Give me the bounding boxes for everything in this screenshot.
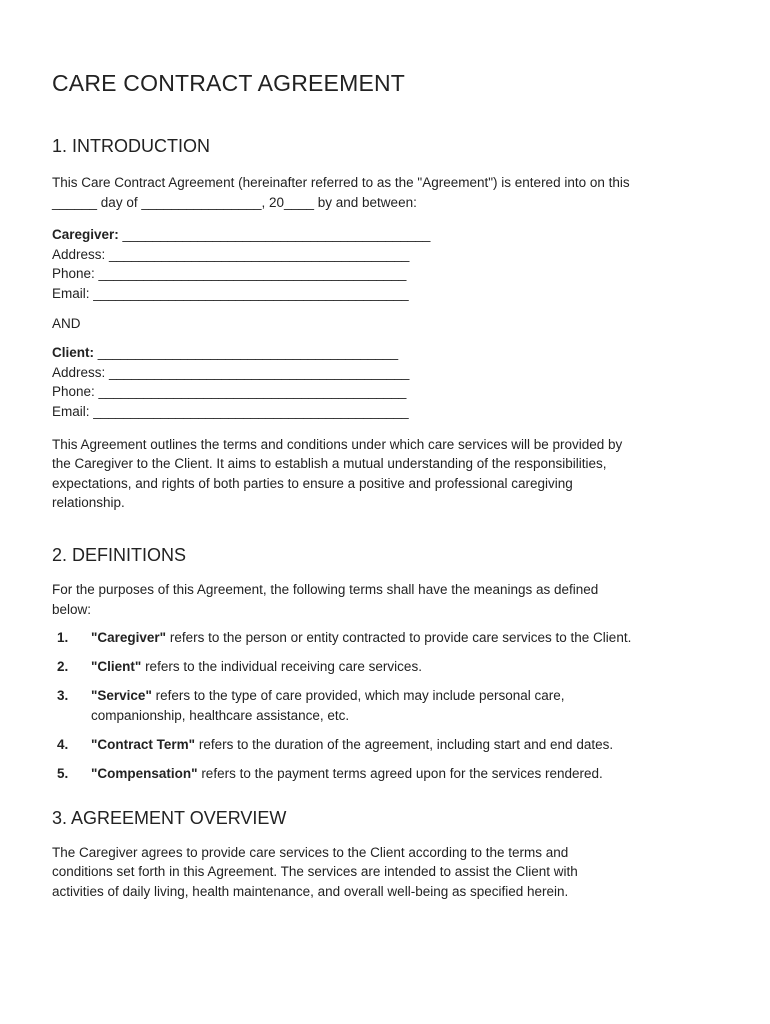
outline-paragraph <box>52 435 718 513</box>
definitions-heading: 2. DEFINITIONS <box>52 544 187 565</box>
definition-term: "Caregiver" <box>91 630 167 646</box>
definition-text: refers to the duration of the agreement, including start and end dates. <box>195 736 614 752</box>
list-item-number: 2. <box>57 659 69 675</box>
definitions-lead <box>52 580 718 619</box>
list-item <box>52 686 718 725</box>
caregiver-blank: _________________________________________ <box>118 227 431 243</box>
outline-line: the Caregiver to the Client. It aims to establish a mutual understanding of the responsibilities, <box>52 456 607 472</box>
definitions-lead-line: For the purposes of this Agreement, the following terms shall have the meanings as defined <box>52 581 599 597</box>
list-item-number: 1. <box>57 630 69 646</box>
definition-text-continued: companionship, healthcare assistance, etc. <box>91 707 350 723</box>
caregiver-block <box>52 225 718 303</box>
and-separator: AND <box>52 315 81 331</box>
introduction-heading: 1. INTRODUCTION <box>52 136 211 156</box>
caregiver-email: Email: __________________________________________ <box>52 285 409 301</box>
overview-line: activities of daily living, health maintenance, and overall well-being as specified herein. <box>52 883 569 899</box>
list-item <box>52 764 718 784</box>
list-item-number: 5. <box>57 766 69 782</box>
list-item <box>52 735 718 755</box>
outline-line: This Agreement outlines the terms and conditions under which care services will be provided by <box>52 436 623 452</box>
definition-text: refers to the individual receiving care services. <box>141 659 422 675</box>
definition-term: "Contract Term" <box>91 736 196 752</box>
definition-term: "Service" <box>91 688 152 704</box>
client-block <box>52 343 718 421</box>
outline-line: relationship. <box>52 495 125 511</box>
list-item <box>52 657 718 677</box>
introduction-paragraph <box>52 173 718 212</box>
definitions-lead-line: below: <box>52 601 92 617</box>
intro-line-2: ______ day of ________________, 20____ by and between: <box>52 194 417 210</box>
list-item-number: 3. <box>57 688 69 704</box>
list-item-number: 4. <box>57 736 69 752</box>
overview-line: The Caregiver agrees to provide care services to the Client according to the terms and <box>52 844 569 860</box>
definition-term: "Client" <box>91 659 142 675</box>
definition-text: refers to the payment terms agreed upon for the services rendered. <box>197 766 603 782</box>
client-label: Client: <box>52 345 94 361</box>
outline-line: expectations, and rights of both parties to ensure a positive and professional caregiving <box>52 475 573 491</box>
overview-line: conditions set forth in this Agreement. The services are intended to assist the Client with <box>52 864 578 880</box>
definition-term: "Compensation" <box>91 766 198 782</box>
document-title: CARE CONTRACT AGREEMENT <box>52 70 406 96</box>
list-item <box>52 628 718 648</box>
caregiver-line <box>52 225 718 245</box>
overview-heading: 3. AGREEMENT OVERVIEW <box>52 807 287 828</box>
overview-paragraph <box>52 843 718 902</box>
client-blank: ________________________________________ <box>94 345 399 361</box>
definitions-list <box>52 628 718 784</box>
definition-text: refers to the person or entity contracted to provide care services to the Client. <box>166 630 632 646</box>
definition-text: refers to the type of care provided, which may include personal care, <box>151 688 565 704</box>
client-email: Email: __________________________________________ <box>52 403 409 419</box>
intro-line-1: This Care Contract Agreement (hereinafter referred to as the "Agreement") is entered into on this <box>52 175 630 190</box>
caregiver-label: Caregiver: <box>52 227 119 243</box>
client-address: Address: ________________________________________ <box>52 364 410 380</box>
client-line <box>52 343 718 363</box>
caregiver-address: Address: ________________________________________ <box>52 246 410 262</box>
caregiver-phone: Phone: _________________________________________ <box>52 266 407 282</box>
client-phone: Phone: _________________________________________ <box>52 384 407 400</box>
